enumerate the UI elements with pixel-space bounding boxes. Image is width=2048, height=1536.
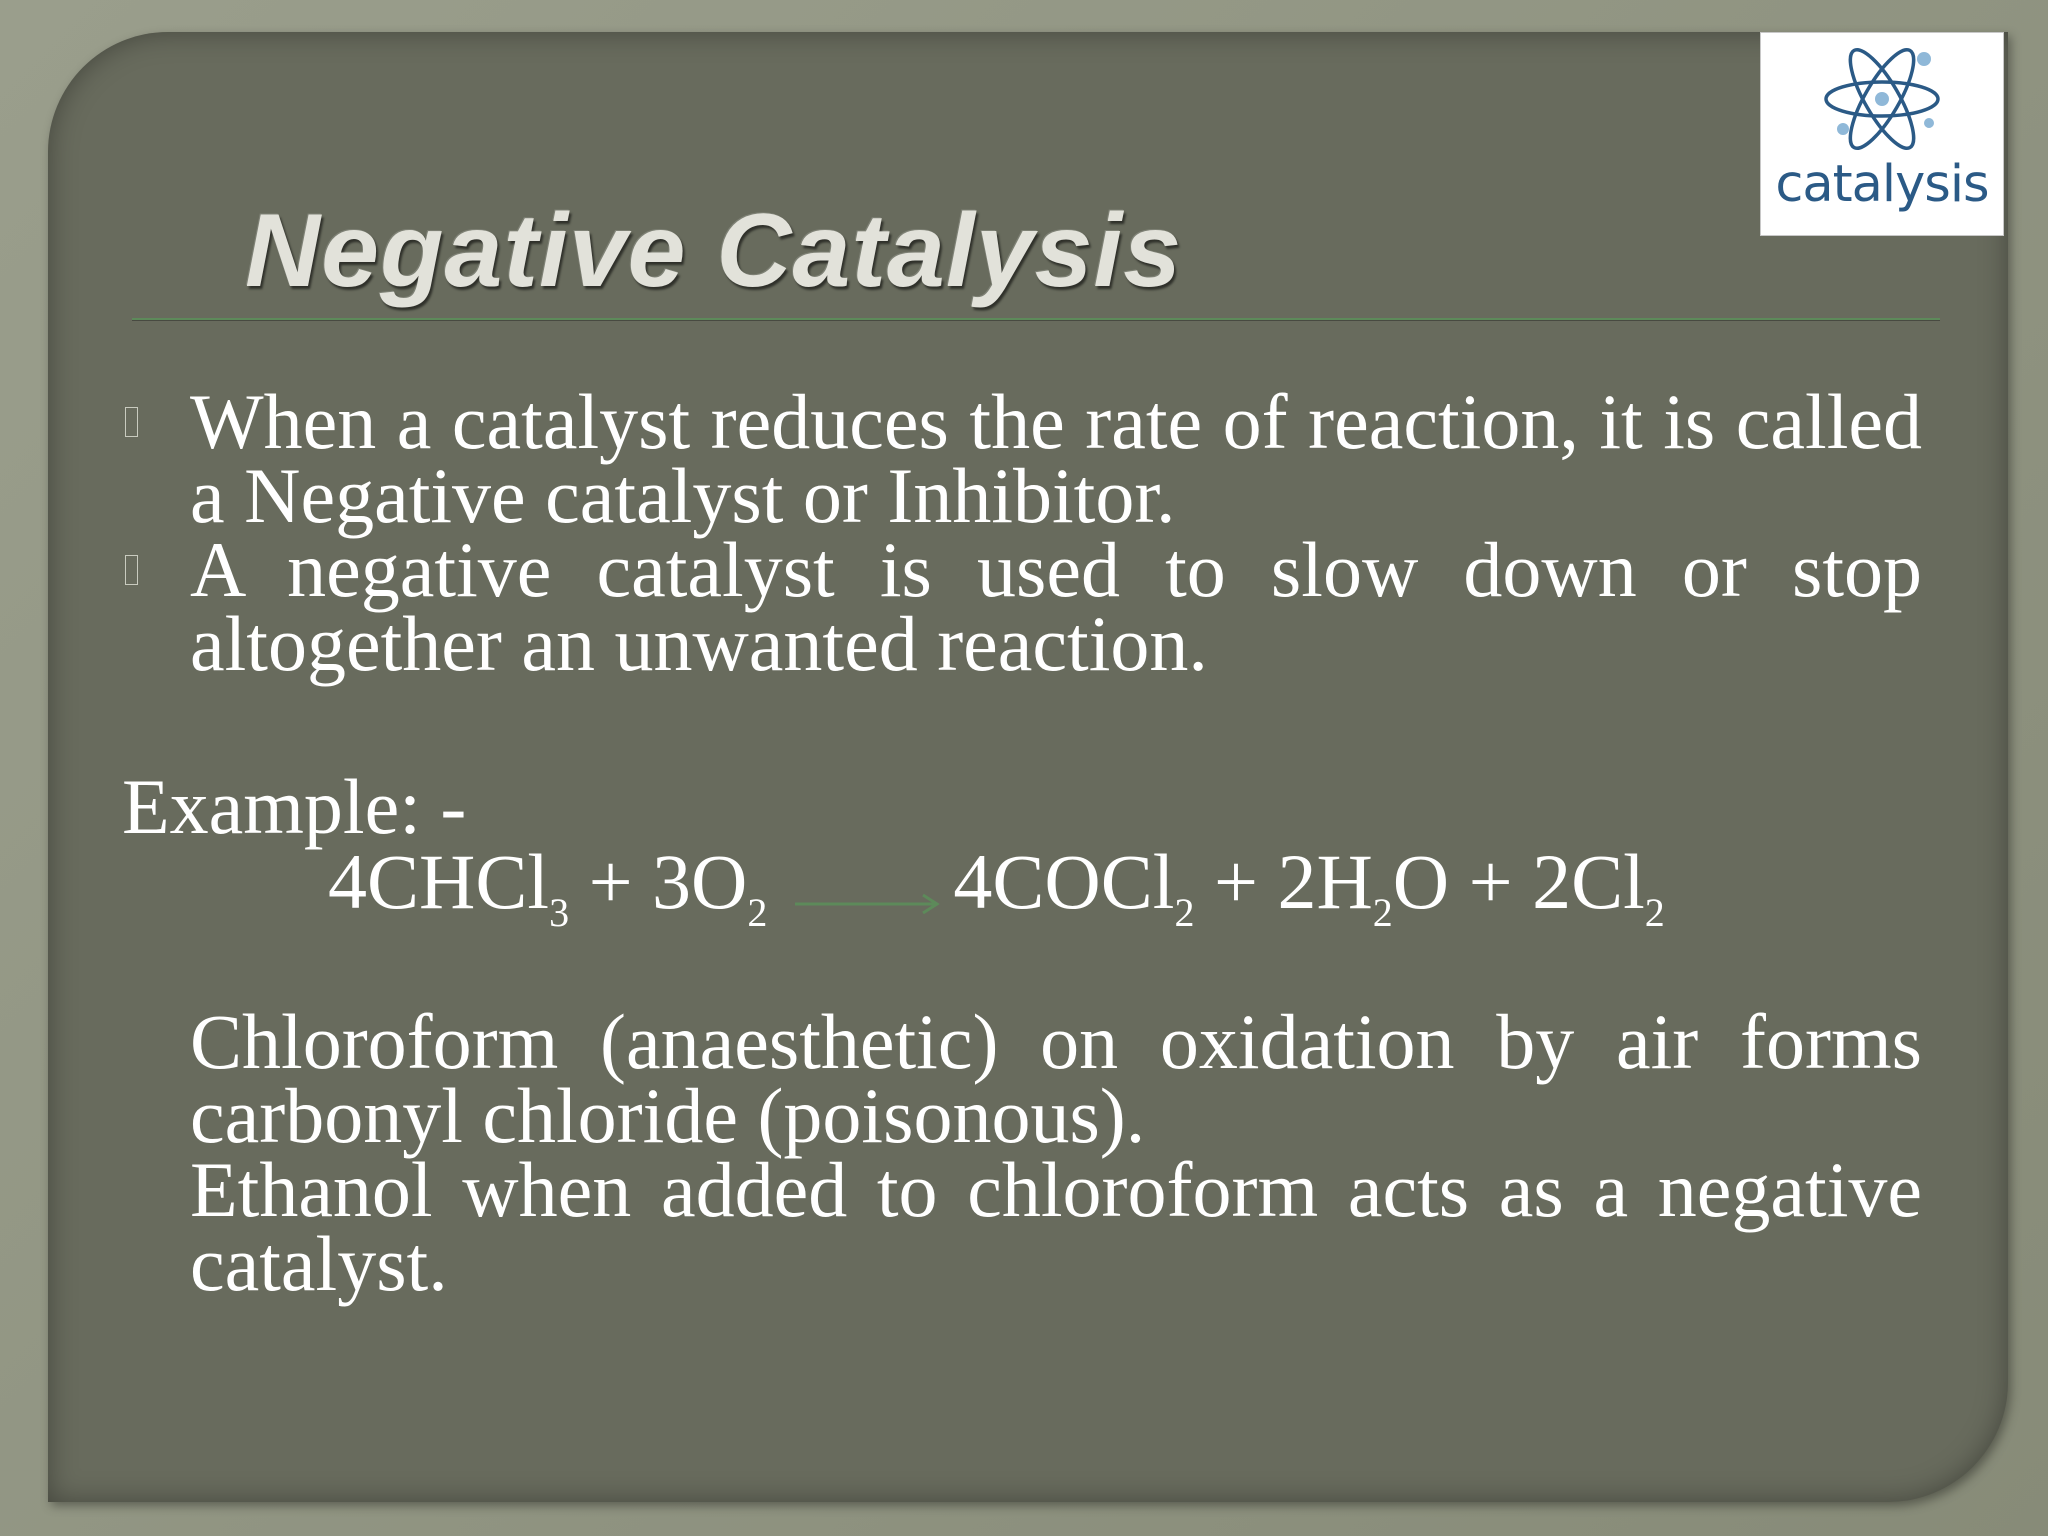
square-bullet-icon: [125, 555, 138, 585]
product-term: 4COCl$_2$: [953, 838, 1195, 935]
bullet-text: When a catalyst reduces the rate of reaction, it is called a Negative catalyst or Inhibitor.: [190, 378, 1922, 539]
title-divider: [132, 318, 1940, 320]
reactant-term: + $3O_2$: [569, 838, 768, 935]
bullet-list: [120, 378, 1922, 687]
explanation-paragraph: Ethanol when added to chloroform acts as a negative catalyst.: [190, 1146, 1922, 1307]
bullet-item: [120, 526, 1922, 687]
product-term: + $2H_2$: [1194, 838, 1393, 935]
reactant-term: 4CHCl$_3$: [328, 838, 570, 935]
bullet-item: [120, 378, 1922, 539]
example-label: Example: -: [122, 763, 467, 850]
atom-icon: [1761, 33, 2003, 163]
logo-wordmark: catalysis: [1775, 155, 1989, 214]
square-bullet-icon: [125, 407, 138, 437]
product-term: $O + 2Cl_2$: [1392, 838, 1665, 935]
chemical-equation: [328, 838, 1665, 935]
slide-title: Negative Catalysis: [245, 193, 1183, 309]
explanation-paragraph: Chloroform (anaesthetic) on oxidation by air forms carbonyl chloride (poisonous).: [190, 998, 1922, 1159]
catalysis-logo: [1760, 32, 2004, 236]
bullet-text: A negative catalyst is used to slow down or stop altogether an unwanted reaction.: [190, 526, 1922, 687]
arrow-right-icon: [795, 853, 945, 927]
